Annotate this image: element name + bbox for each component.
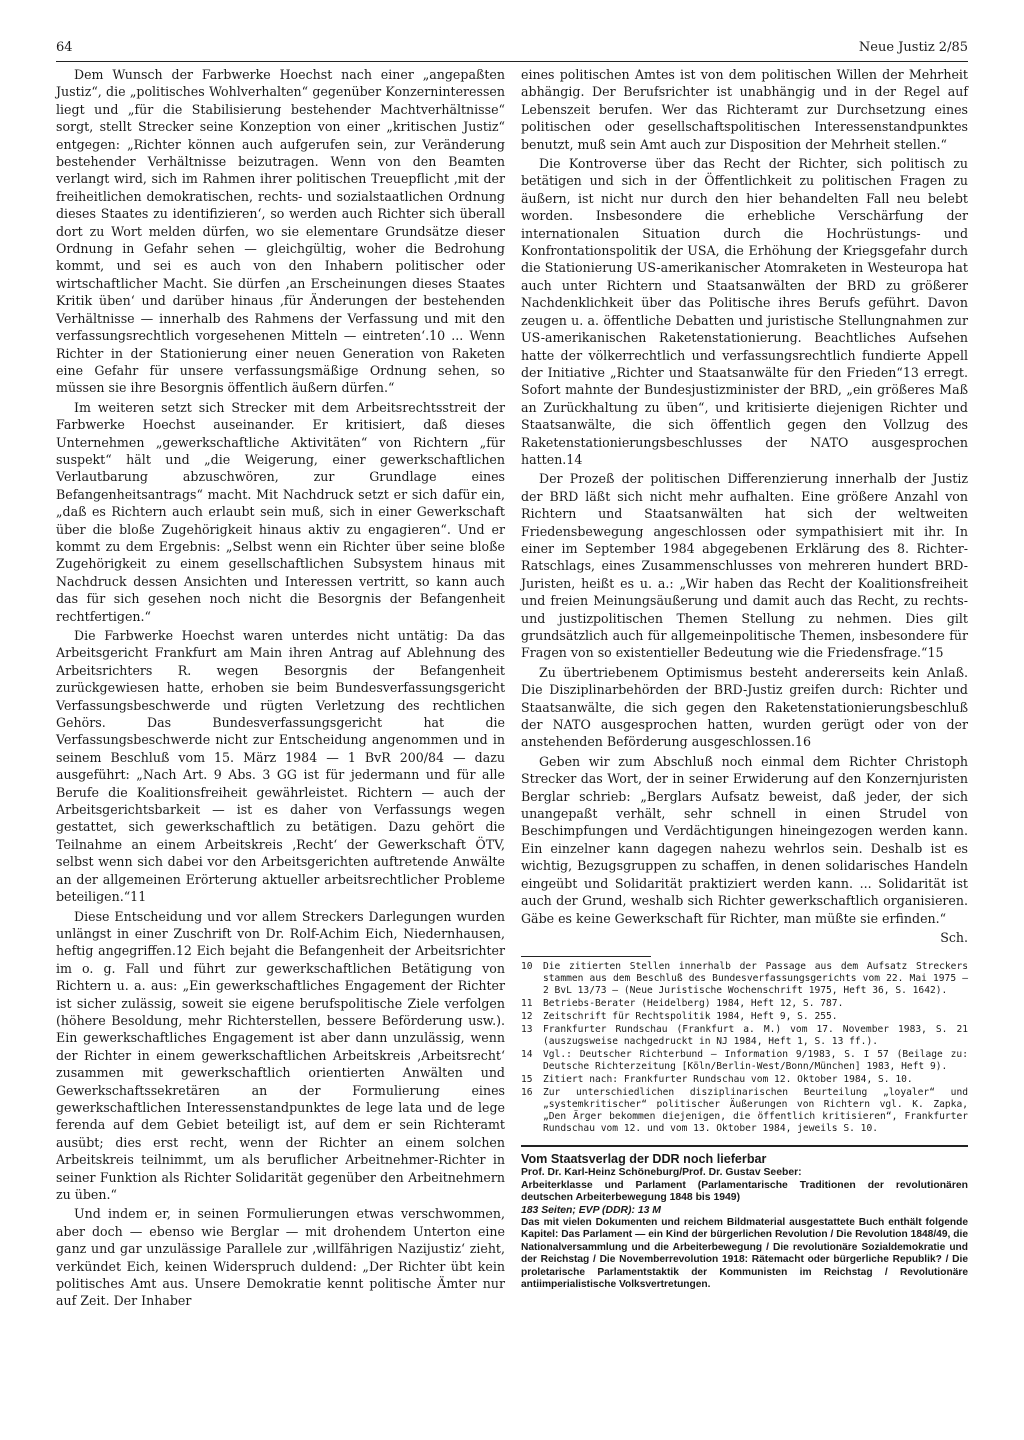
header-rule — [56, 61, 968, 62]
footnote-text: Zitiert nach: Frankfurter Rundschau vom 12. Oktober 1984, S. 10. — [543, 1074, 913, 1086]
footnote — [521, 1074, 968, 1086]
paragraph: Die Farbwerke Hoechst waren unterdes nicht untätig: Da das Arbeitsgericht Frankfurt am Main ihren Antrag auf Ablehnung des Arbeitsrichters R. wegen Besorgnis der Befangenheit zurückgewiesen hatte, erhoben sie beim Bundesverfassungsgericht Verfassungsbeschwerde und rügten Verletzung des rechtlichen Gehörs. Das Bundesverfassungsgericht hat die Verfassungsbeschwerde nicht zur Entscheidung angenommen und in seinem Beschluß vom 15. März 1984 — 1 BvR 200/84 — dazu ausgeführt: „Nach Art. 9 Abs. 3 GG ist für jedermann und für alle Berufe die Koalitionsfreiheit gewährleistet. Richtern — auch der Arbeitsgerichtsbarkeit — ist es daher von Verfassungs wegen gestattet, sich gewerkschaftlich zu betätigen. Dazu gehört die Teilnahme an einem Arbeitskreis ‚Recht‘ der Gewerkschaft ÖTV, selbst wenn sich dabei vor den Arbeitsgerichten auftretende Anwälte an der allgemeinen Erörterung aktueller arbeitsrechtlicher Probleme beteiligen.“11 — [56, 628, 505, 905]
publisher-notice — [521, 1151, 968, 1291]
footnote — [521, 1011, 968, 1023]
footnote — [521, 1087, 968, 1135]
paragraph: Im weiteren setzt sich Strecker mit dem Arbeitsrechtsstreit der Farbwerke Hoechst auseinander. Er kritisiert, daß dieses Unternehmen „gewerkschaftliche Aktivitäten“ von Richtern „für suspekt“ hält und „die Weigerung, einer gewerkschaftlichen Verlautbarung abzuschwören, zur Grundlage eines Befangenheitsantrags“ macht. Mit Nachdruck setzt er sich dafür ein, „daß es Richtern auch erlaubt sein muß, sich in einer Gewerkschaft über die bloße Zugehörigkeit hinaus aktiv zu engagieren“. Und er kommt zu dem Ergebnis: „Selbst wenn ein Richter über seine bloße Zugehörigkeit zu einem gesellschaftlichen Subsystem hinaus mit Nachdruck dessen Ansichten und Interessen vertritt, so kann auch das für sich gesehen noch nicht die Besorgnis der Befangenheit rechtfertigen.“ — [56, 399, 505, 624]
footnote-number: 15 — [521, 1074, 533, 1086]
notice-description: Das mit vielen Dokumenten und reichem Bildmaterial ausgestattete Buch enthält folgende Kapitel: Das Parlament — ein Kind der bürgerlichen Revolution / Die Revolution 1848/49, die Nationalversammlung und die Arbeiterbewegung / Die revolutionäre Sozialdemokratie und der Reichstag / Die Novemberrevolution 1918: Rätemacht oder bürgerliche Republik? / Die proletarische Parlamentstaktik der Kommunisten im Reichstag / Revolutionäre antiimperialistische Volksvertretungen. — [521, 1216, 968, 1290]
notice-rule — [521, 1145, 968, 1147]
footnote-text: Die zitierten Stellen innerhalb der Passage aus dem Aufsatz Streckers stammen aus dem Beschluß des Bundesverfassungsgerichts vom 22. Mai 1975 — 2 BvL 13/73 — (Neue Juristische Wochenschrift 1975, Heft 36, S. 1642). — [543, 961, 968, 997]
footnote-rule — [521, 956, 651, 957]
page-header — [56, 40, 968, 60]
author-signature: Sch. — [940, 929, 968, 945]
notice-title: Vom Staatsverlag der DDR noch lieferbar — [521, 1152, 767, 1167]
left-column — [56, 66, 505, 1312]
footnote — [521, 1024, 968, 1048]
footnote — [521, 1049, 968, 1073]
notice-authors: Prof. Dr. Karl-Heinz Schöneburg/Prof. Dr. Gustav Seeber: — [521, 1167, 802, 1179]
footnote-number: 11 — [521, 998, 533, 1010]
paragraph: Die Kontroverse über das Recht der Richter, sich politisch zu betätigen und sich in der Öffentlichkeit zu politischen Fragen zu äußern, ist nicht nur durch den hier behandelten Fall neu belebt worden. Insbesondere die erhebliche Verschärfung der internationalen Situation durch die Hochrüstungs- und Konfrontationspolitik der USA, die Erhöhung der Kriegsgefahr durch die Stationierung US-amerikanischer Atomraketen in Westeuropa hat auch unter Richtern und Staatsanwälten der BRD zu größerer Nachdenklichkeit über das Politische ihres Berufs geführt. Davon zeugen u. a. öffentliche Debatten und juristische Stellungnahmen zur US-amerikanischen Raketenstationierung. Beachtliches Aufsehen hatte der völkerrechtlich und verfassungsrechtlich fundierte Appell der Initiative „Richter und Staatsanwälte für den Frieden“13 erregt. Sofort mahnte der Bundesjustizminister der BRD, „ein größeres Maß an Zurückhaltung zu üben“, und kritisierte diejenigen Richter und Staatsanwälte, die sich öffentlich gegen den Vollzug des Raketenstationierungsbeschlusses der NATO ausgesprochen hatten.14 — [521, 156, 968, 467]
footnote-text: Betriebs-Berater (Heidelberg) 1984, Heft 12, S. 787. — [543, 998, 844, 1010]
footnote-number: 12 — [521, 1011, 533, 1023]
footnote-text: Vgl.: Deutscher Richterbund — Information 9/1983, S. I 57 (Beilage zu: Deutsche Richterzeitung [Köln/Berlin-West/Bonn/München] 1983, Heft 9). — [543, 1049, 968, 1073]
footnote — [521, 961, 968, 997]
paragraph-continuation: eines politischen Amtes ist von dem politischen Willen der Mehrheit abhängig. Der Berufsrichter ist unabhängig und in der Regel auf Lebenszeit berufen. Wer das Richteramt zur Durchsetzung eines politischen oder gesellschaftspolitischen Interessenstandpunktes benutzt, muß sein Amt auch zur Disposition der Mehrheit stellen.“ — [521, 67, 968, 152]
paragraph: Diese Entscheidung und vor allem Streckers Darlegungen wurden unlängst in einer Zuschrift von Dr. Rolf-Achim Eich, Niedernhausen, heftig angegriffen.12 Eich bejaht die Befangenheit der Arbeitsrichter im o. g. Fall und führt zur gewerkschaftlichen Betätigung von Richtern u. a. aus: „Ein gewerkschaftliches Engagement der Richter ist sicher zulässig, soweit sie eigene berufspolitische Ziele verfolgen (höhere Besoldung, mehr Richterstellen, bessere Beförderung usw.). Ein gewerkschaftliches Engagement ist aber dann unzulässig, wenn der Richter in einem gewerkschaftlichen Arbeitskreis ‚Arbeitsrecht‘ zusammen mit gewerkschaftlich orientierten Anwälten und Gewerkschaftssekretären an der Formulierung eines gewerkschaftlichen Interessenstandpunktes de lege lata und de lege ferenda auf dem Gebiet beteiligt ist, auf dem er sein Richteramt ausübt; dies erst recht, wenn der Richter an einem solchen Arbeitskreis teilnimmt, um als beruflicher Arbeitnehmer-Richter in seiner Funktion als Richter Solidarität gegenüber den Arbeitnehmern zu üben.“ — [56, 908, 505, 1202]
paragraph: Der Prozeß der politischen Differenzierung innerhalb der Justiz der BRD läßt sich nicht mehr aufhalten. Eine größere Anzahl von Richtern und Staatsanwälten hat sich der weltweiten Friedensbewegung angeschlossen oder sympathisiert mit ihr. In einer im September 1984 abgegebenen Erklärung des 8. Richter-Ratschlags, eines Zusammenschlusses von mehreren hundert BRD-Juristen, heißt es u. a.: „Wir haben das Recht der Koalitionsfreiheit und freien Meinungsäußerung und damit auch das Recht, zu rechts- und justizpolitischen Themen Stellung zu nehmen. Dies gilt grundsätzlich auch für allgemeinpolitische Themen, insbesondere für Fragen von so existentieller Bedeutung wie die Friedensfrage.“15 — [521, 471, 968, 661]
footnote-number: 14 — [521, 1049, 533, 1061]
journal-issue: Neue Justiz 2/85 — [858, 40, 968, 55]
footnotes — [521, 961, 968, 1135]
notice-book-info: 183 Seiten; EVP (DDR): 13 M — [521, 1204, 661, 1216]
footnote-text: Frankfurter Rundschau (Frankfurt a. M.) vom 17. November 1983, S. 21 (auszugsweise nachgedruckt in NJ 1984, Heft 1, S. 13 ff.). — [543, 1024, 968, 1048]
footnote-text: Zeitschrift für Rechtspolitik 1984, Heft 9, S. 255. — [543, 1011, 838, 1023]
footnote-number: 13 — [521, 1024, 533, 1036]
paragraph: Und indem er, in seinen Formulierungen etwas verschwommen, aber doch — ebenso wie Berglar — mit drohendem Unterton eine ganz und gar unzulässige Parallele zur ‚willfährigen Nazijustiz‘ zieht, verkündet Eich, keinen Widerspruch duldend: „Der Richter übt kein politisches Amt aus. Unsere Demokratie kennt politische Ämter nur auf Zeit. Der Inhaber — [56, 1206, 505, 1309]
page-number: 64 — [56, 40, 73, 55]
footnote-number: 10 — [521, 961, 533, 973]
right-column — [521, 66, 968, 1291]
notice-book-title: Arbeiterklasse und Parlament (Parlamentarische Traditionen der revolutionären deutschen Arbeiterbewegung 1848 bis 1949) — [521, 1179, 968, 1204]
footnote-number: 16 — [521, 1087, 533, 1099]
paragraph: Geben wir zum Abschluß noch einmal dem Richter Christoph Strecker das Wort, der in seiner Erwiderung auf den Konzernjuristen Berglar schrieb: „Berglars Aufsatz beweist, daß jeder, der sich unangepaßt verhält, sehr schnell in einen Strudel von Beschimpfungen und Verdächtigungen hineingezogen werden kann. Ein einzelner kann dagegen nahezu wehrlos sein. Deshalb ist es wichtig, Bezugsgruppen zu schaffen, in denen solidarisches Handeln eingeübt und Solidarität praktiziert werden kann. ... Solidarität ist auch der Grund, weshalb sich Richter gewerkschaftlich organisieren. Gäbe es keine Gewerkschaft für Richter, man müßte sie erfinden.“ — [521, 753, 968, 926]
paragraph: Dem Wunsch der Farbwerke Hoechst nach einer „angepaßten Justiz“, die „politisches Wohlverhalten“ gegenüber Konzerninteressen liegt und „für die Stabilisierung bestehender Machtverhältnisse“ sorgt, stellt Strecker seine Konzeption von einer „kritischen Justiz“ entgegen: „Richter können auch aufgerufen sein, zur Veränderung bestehender Verhältnisse beizutragen. Wenn von den Beamten verlangt wird, sich im Rahmen ihrer politischen Treuepflicht ‚mit der freiheitlichen demokratischen, rechts- und sozialstaatlichen Ordnung dieses Staates zu identifizieren‘, so werden auch Richter sich überall dort zu Wort melden dürfen, wo sie elementare Grundsätze dieser Ordnung in Gefahr sehen — gleichgültig, woher die Bedrohung kommt, und sei es auch von den Inhabern politischer oder wirtschaftlicher Macht. Sie dürfen ‚an Erscheinungen dieses Staates Kritik üben‘ und darüber hinaus ‚für Änderungen der bestehenden Verhältnisse — innerhalb des Rahmens der Verfassung und mit den verfassungsrechtlich vorgesehenen Mitteln — eintreten‘.10 ... Wenn Richter in der Stationierung einer neuen Generation von Raketen eine Gefahr für unsere verfassungsmäßige Ordnung sehen, so müssen sie ihre Besorgnis öffentlich äußern dürfen.“ — [56, 67, 505, 396]
paragraph: Zu übertriebenem Optimismus besteht andererseits kein Anlaß. Die Disziplinarbehörden der BRD-Justiz greifen durch: Richter und Staatsanwälte, die sich gegen den Raketenstationierungsbeschluß der NATO ausgesprochen hatten, wurden gerügt oder von der anstehenden Beförderung ausgeschlossen.16 — [521, 664, 968, 750]
footnote — [521, 998, 968, 1010]
footnote-text: Zur unterschiedlichen disziplinarischen Beurteilung „loyaler“ und „systemkritischer“ politischer Äußerungen von Richtern vgl. K. Zapka, „Den Ärger bekommen diejenigen, die öffentlich kritisieren“, Frankfurter Rundschau vom 12. und vom 13. Oktober 1984, jeweils S. 10. — [543, 1087, 968, 1135]
